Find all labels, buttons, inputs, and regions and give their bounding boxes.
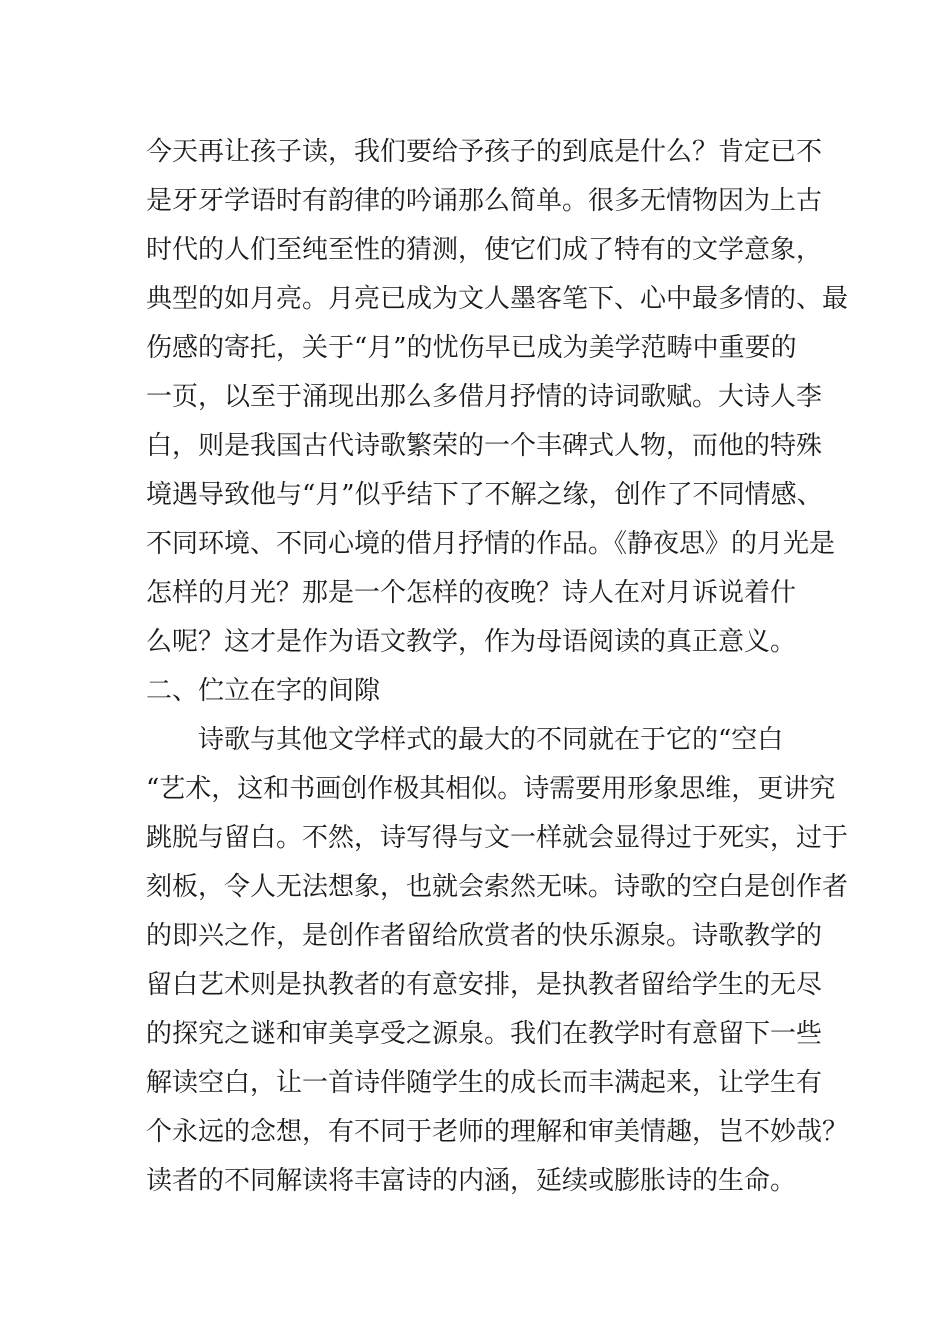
- text-line: 留白艺术则是执教者的有意安排，是执教者留给学生的无尽: [146, 970, 823, 1000]
- text-line: 读者的不同解读将丰富诗的内涵，延续或膨胀诗的生命。: [146, 1166, 797, 1196]
- text-line: 典型的如月亮。月亮已成为文人墨客笔下、心中最多情的、最: [146, 284, 849, 314]
- text-line: 一页，以至于涌现出那么多借月抒情的诗词歌赋。大诗人李: [146, 382, 823, 412]
- text-line: 时代的人们至纯至性的猜测，使它们成了特有的文学意象，: [146, 235, 823, 265]
- text-line: “艺术，这和书画创作极其相似。诗需要用形象思维，更讲究: [146, 774, 836, 804]
- text-line: 的即兴之作，是创作者留给欣赏者的快乐源泉。诗歌教学的: [146, 921, 823, 951]
- text-line: 今天再让孩子读，我们要给予孩子的到底是什么？肯定已不: [146, 137, 823, 167]
- text-line: 解读空白，让一首诗伴随学生的成长而丰满起来，让学生有: [146, 1068, 823, 1098]
- text-line: 怎样的月光？那是一个怎样的夜晚？诗人在对月诉说着什: [146, 578, 797, 608]
- text-line: 跳脱与留白。不然，诗写得与文一样就会显得过于死实，过于: [146, 823, 849, 853]
- text-line: 是牙牙学语时有韵律的吟诵那么简单。很多无情物因为上古: [146, 186, 823, 216]
- text-line: 么呢？这才是作为语文教学，作为母语阅读的真正意义。: [146, 627, 797, 657]
- section-heading: 二、伫立在字的间隙: [146, 676, 381, 706]
- text-line: 不同环境、不同心境的借月抒情的作品。《静夜思》的月光是: [146, 529, 836, 559]
- text-line: 伤感的寄托，关于“月”的忧伤早已成为美学范畴中重要的: [146, 333, 797, 363]
- text-line: 刻板，令人无法想象，也就会索然无味。诗歌的空白是创作者: [146, 872, 849, 902]
- text-line: 境遇导致他与“月”似乎结下了不解之缘，创作了不同情感、: [146, 480, 823, 510]
- body-text: [146, 128, 849, 1206]
- text-line: 白，则是我国古代诗歌繁荣的一个丰碑式人物，而他的特殊: [146, 431, 823, 461]
- text-line: 的探究之谜和审美享受之源泉。我们在教学时有意留下一些: [146, 1019, 823, 1049]
- text-line: 个永远的念想，有不同于老师的理解和审美情趣，岂不妙哉？: [146, 1117, 849, 1147]
- text-line: 诗歌与其他文学样式的最大的不同就在于它的“空白: [198, 725, 784, 755]
